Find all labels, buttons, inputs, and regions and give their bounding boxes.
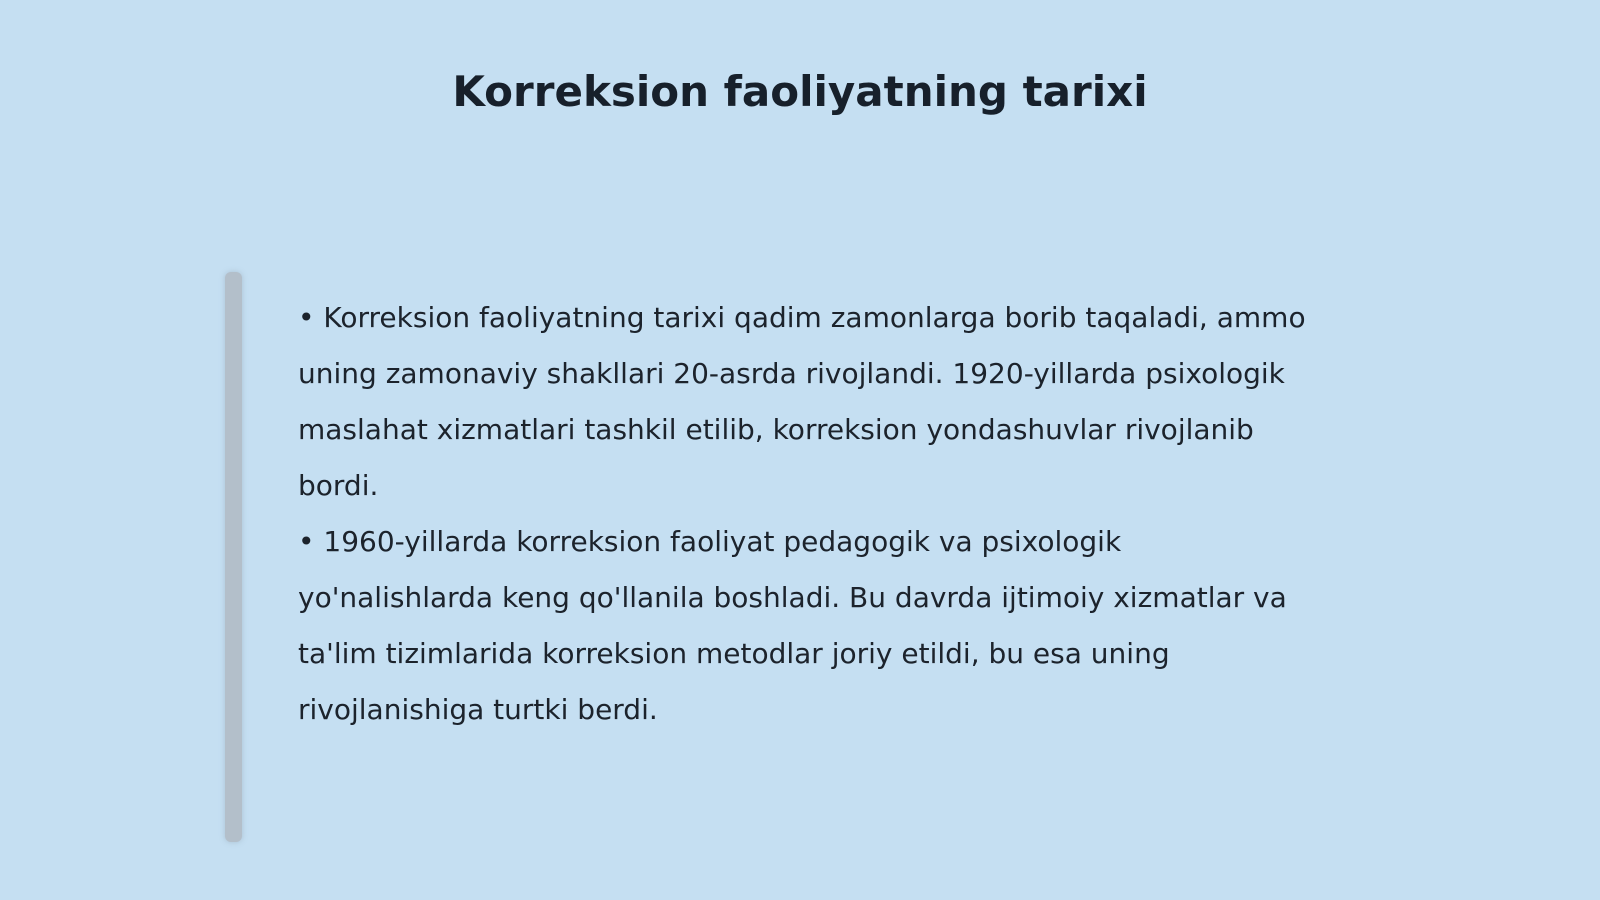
accent-bar (225, 272, 242, 842)
slide-title: Korreksion faoliyatning tarixi (452, 67, 1148, 116)
bullet-paragraph: • 1960-yillarda korreksion faoliyat pedagogik va psixologik yo'nalishlarda keng qo'llanila boshladi. Bu davrda ijtimoiy xizmatlar va ta'lim tizimlarida korreksion metodlar joriy etildi, bu esa uning rivojlanishiga turtki berdi. (298, 525, 1287, 726)
slide-body (298, 290, 1308, 738)
bullet-paragraph: • Korreksion faoliyatning tarixi qadim zamonlarga borib taqaladi, ammo uning zamonaviy shakllari 20-asrda rivojlandi. 1920-yillarda psixologik maslahat xizmatlari tashkil etilib, korreksion yondashuvlar rivojlanib bordi. (298, 301, 1306, 502)
